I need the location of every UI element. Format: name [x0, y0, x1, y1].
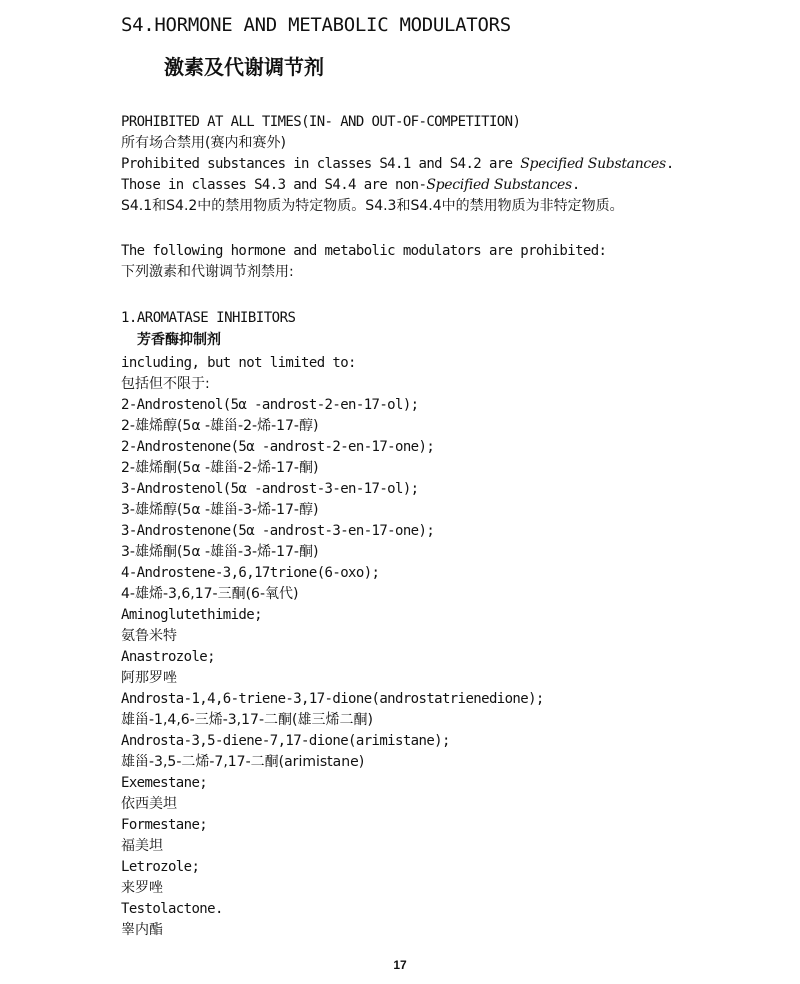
prohibited-times-cn: 所有场合禁用(赛内和赛外): [121, 135, 286, 151]
intro-block: [121, 112, 674, 217]
nonspecified-end: .: [571, 177, 580, 193]
list-item: 2-雄烯酮(5α -雄甾-2-烯-17-酮): [121, 460, 319, 476]
aromatase-heading-en: 1.AROMATASE INHIBITORS: [121, 310, 296, 326]
specified-line-pre: Prohibited substances in classes S4.1 and S4.2 are: [121, 156, 521, 172]
page-number: 17: [393, 958, 407, 972]
list-item: 4-Androstene-3,6,17trione(6-oxo);: [121, 565, 380, 581]
including-en: including, but not limited to:: [121, 355, 356, 371]
list-item: 3-雄烯醇(5α -雄甾-3-烯-17-醇): [121, 502, 319, 518]
modulators-en: The following hormone and metabolic modulators are prohibited:: [121, 243, 607, 259]
list-item: Aminoglutethimide;: [121, 607, 262, 623]
list-item: Formestane;: [121, 817, 208, 833]
list-item: 雄甾-1,4,6-三烯-3,17-二酮(雄三烯二酮): [121, 712, 373, 728]
list-item: 2-Androstenol(5α -androst-2-en-17-ol);: [121, 397, 419, 413]
section-title-en: S4.HORMONE AND METABOLIC MODULATORS: [121, 14, 511, 36]
list-item: Exemestane;: [121, 775, 208, 791]
list-item: 雄甾-3,5-二烯-7,17-二酮(arimistane): [121, 754, 365, 770]
modulators-block: [121, 241, 606, 283]
list-item: Testolactone.: [121, 901, 223, 917]
list-item: 3-雄烯酮(5α -雄甾-3-烯-17-酮): [121, 544, 319, 560]
list-item: 来罗唑: [121, 880, 163, 896]
list-item: Androsta-1,4,6-triene-3,17-dione(androstatrienedione);: [121, 691, 544, 707]
specified-line: [121, 154, 674, 175]
modulators-cn: 下列激素和代谢调节剂禁用:: [121, 264, 294, 280]
list-item: Anastrozole;: [121, 649, 215, 665]
list-item: 阿那罗唑: [121, 670, 177, 686]
prohibited-times-line: [121, 112, 674, 133]
list-item: 睾内酯: [121, 922, 163, 938]
section-title-cn: 激素及代谢调节剂: [164, 55, 324, 79]
list-item: 依西美坦: [121, 796, 177, 812]
specified-line-italic: Specified Substances: [520, 156, 666, 172]
specified-line-end: .: [665, 156, 674, 172]
aromatase-heading-cn: 芳香酶抑制剂: [137, 332, 221, 348]
prohibited-label: PROHIBITED AT ALL TIMES: [121, 114, 302, 130]
list-item: Androsta-3,5-diene-7,17-dione(arimistane);: [121, 733, 450, 749]
list-item: 2-Androstenone(5α -androst-2-en-17-one);: [121, 439, 435, 455]
specified-cn-line: S4.1和S4.2中的禁用物质为特定物质。S4.3和S4.4中的禁用物质为非特定物质。: [121, 198, 624, 214]
list-item: Letrozole;: [121, 859, 200, 875]
list-item: 3-Androstenol(5α -androst-3-en-17-ol);: [121, 481, 419, 497]
list-item: 氨鲁米特: [121, 628, 177, 644]
nonspecified-italic: Specified Substances: [426, 177, 572, 193]
prohibited-paren: (IN- AND OUT-OF-COMPETITION): [301, 114, 521, 130]
list-item: 2-雄烯醇(5α -雄甾-2-烯-17-醇): [121, 418, 319, 434]
including-cn: 包括但不限于:: [121, 376, 210, 392]
list-item: 4-雄烯-3,6,17-三酮(6-氧代): [121, 586, 299, 602]
nonspecified-pre: Those in classes S4.3 and S4.4 are non-: [121, 177, 427, 193]
list-item: 3-Androstenone(5α -androst-3-en-17-one);: [121, 523, 435, 539]
aromatase-list: [121, 353, 544, 941]
list-item: 福美坦: [121, 838, 163, 854]
nonspecified-line: [121, 175, 674, 196]
